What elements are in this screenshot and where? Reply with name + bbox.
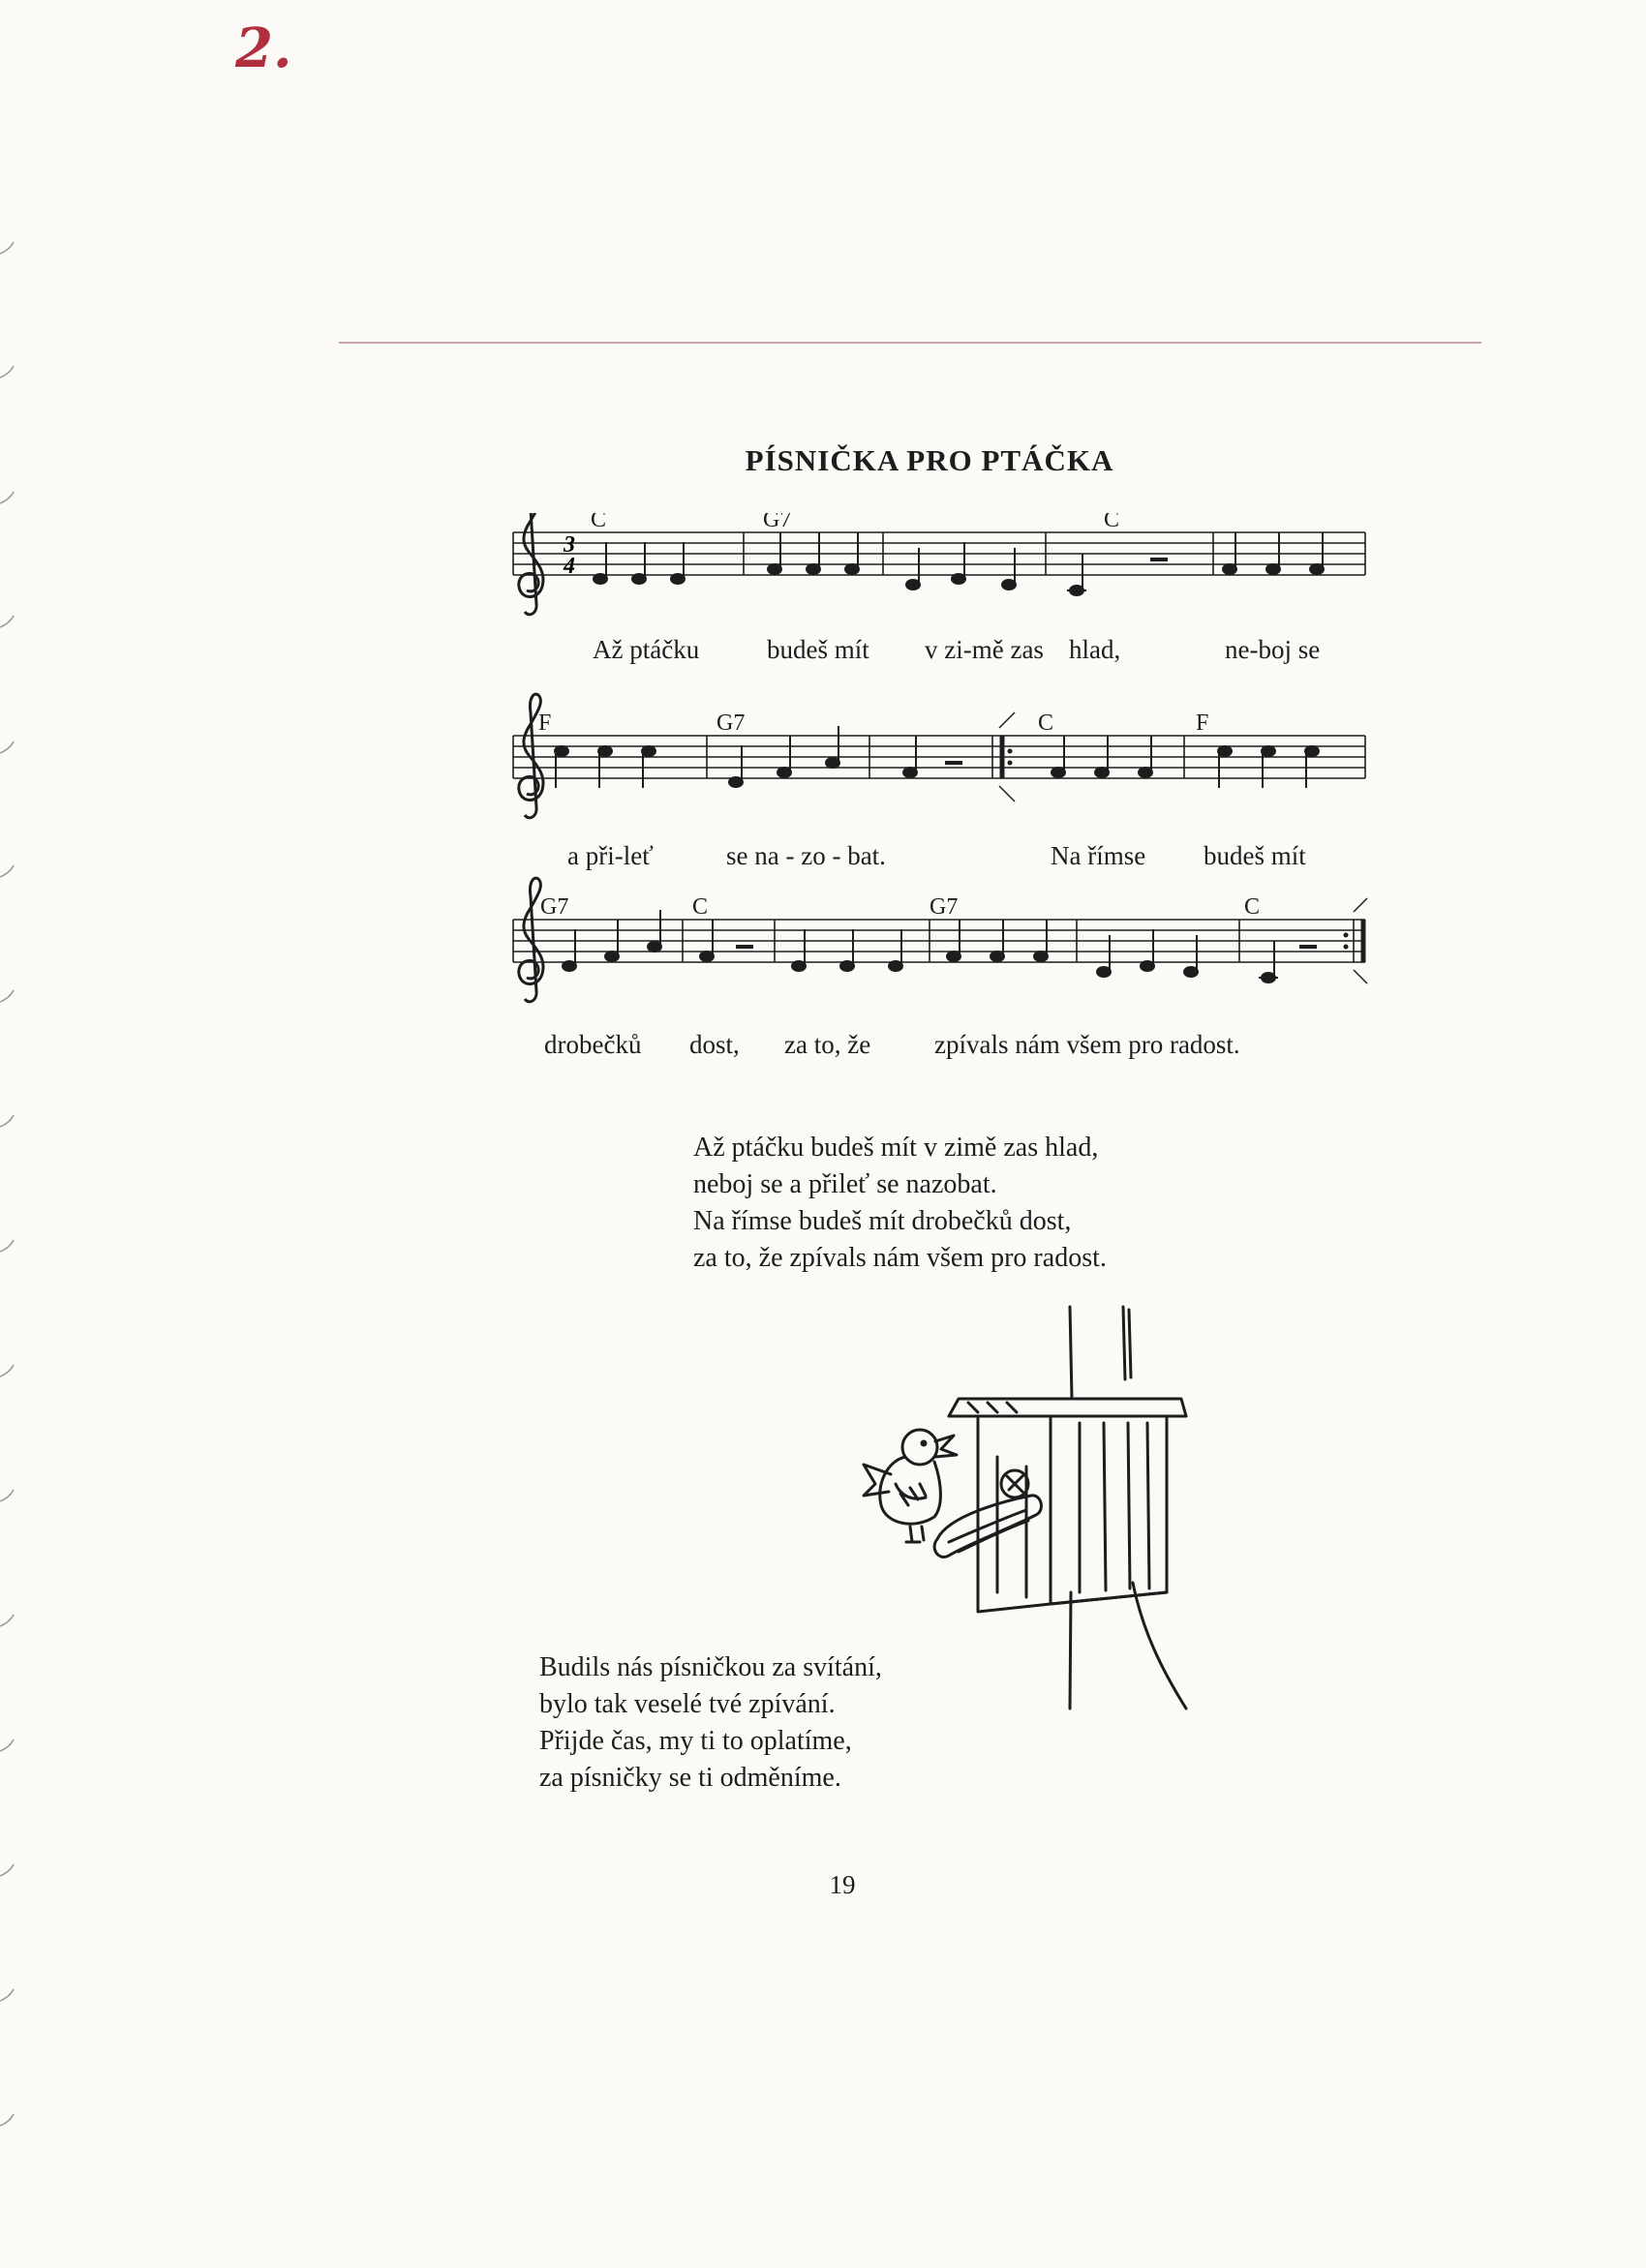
birdhouse-illustration xyxy=(852,1302,1201,1718)
lyric-s2-3: Na římse xyxy=(1051,841,1146,870)
lyric-s1-4: hlad, xyxy=(1069,635,1121,664)
chord-s2-3: C xyxy=(1038,711,1054,736)
top-rule-line xyxy=(339,342,1481,344)
stanza-1-line-2: neboj se a přileť se nazobat. xyxy=(693,1169,997,1199)
stanza-2-line-4: za písničky se ti odměníme. xyxy=(539,1763,841,1793)
lyric-s2-1: a při-leť xyxy=(567,841,654,870)
staff-system-1 xyxy=(513,513,1365,615)
chord-s3-2: C xyxy=(692,894,709,920)
stanza-1-line-3: Na římse budeš mít drobečků dost, xyxy=(693,1206,1072,1236)
music-score xyxy=(503,513,1375,1074)
lyric-s3-1: drobečků xyxy=(544,1030,642,1059)
stanza-1-line-4: za to, že zpívals nám všem pro radost. xyxy=(693,1243,1107,1273)
chord-s2-1: F xyxy=(538,711,552,736)
lyric-s1-2: budeš mít xyxy=(767,635,869,664)
lyric-s3-3: za to, že xyxy=(784,1030,871,1059)
stanza-2-line-3: Přijde čas, my ti to oplatíme, xyxy=(539,1726,852,1756)
lyric-s2-2: se na - zo - bat. xyxy=(726,841,886,870)
svg-text:3: 3 xyxy=(564,532,575,558)
lyric-s3-2: dost, xyxy=(689,1030,740,1059)
lyric-s2-4: budeš mít xyxy=(1204,841,1306,870)
page-number: 19 xyxy=(829,1870,856,1899)
lyric-s1-3: v zi-mě zas xyxy=(925,635,1044,664)
chord-s2-4: F xyxy=(1196,711,1209,736)
lyric-s1-5: ne-boj se xyxy=(1225,635,1321,664)
chord-s1-3: C xyxy=(1104,513,1120,532)
chord-s3-1: G7 xyxy=(540,894,569,920)
song-title: PÍSNIČKA PRO PTÁČKA xyxy=(745,443,1114,477)
lyric-s1-1: Až ptáčku xyxy=(593,635,700,664)
chord-s3-3: G7 xyxy=(930,894,959,920)
svg-text:4: 4 xyxy=(564,554,575,579)
chord-s3-4: C xyxy=(1244,894,1261,920)
stanza-1 xyxy=(693,1130,1107,1277)
staff-system-2 xyxy=(513,694,1365,818)
page-edge-marks xyxy=(0,0,21,2263)
stanza-2 xyxy=(539,1649,882,1797)
chord-s2-2: G7 xyxy=(716,711,746,736)
chord-s1-2: G7 xyxy=(763,513,792,532)
stanza-2-line-1: Budils nás písničkou za svítání, xyxy=(539,1652,882,1682)
handwritten-page-number: 2. xyxy=(235,16,292,80)
chord-s1-1: C xyxy=(591,513,607,532)
stanza-1-line-1: Až ptáčku budeš mít v zimě zas hlad, xyxy=(693,1133,1099,1163)
lyric-s3-4: zpívals nám všem pro radost. xyxy=(934,1030,1240,1059)
stanza-2-line-2: bylo tak veselé tvé zpívání. xyxy=(539,1689,836,1719)
